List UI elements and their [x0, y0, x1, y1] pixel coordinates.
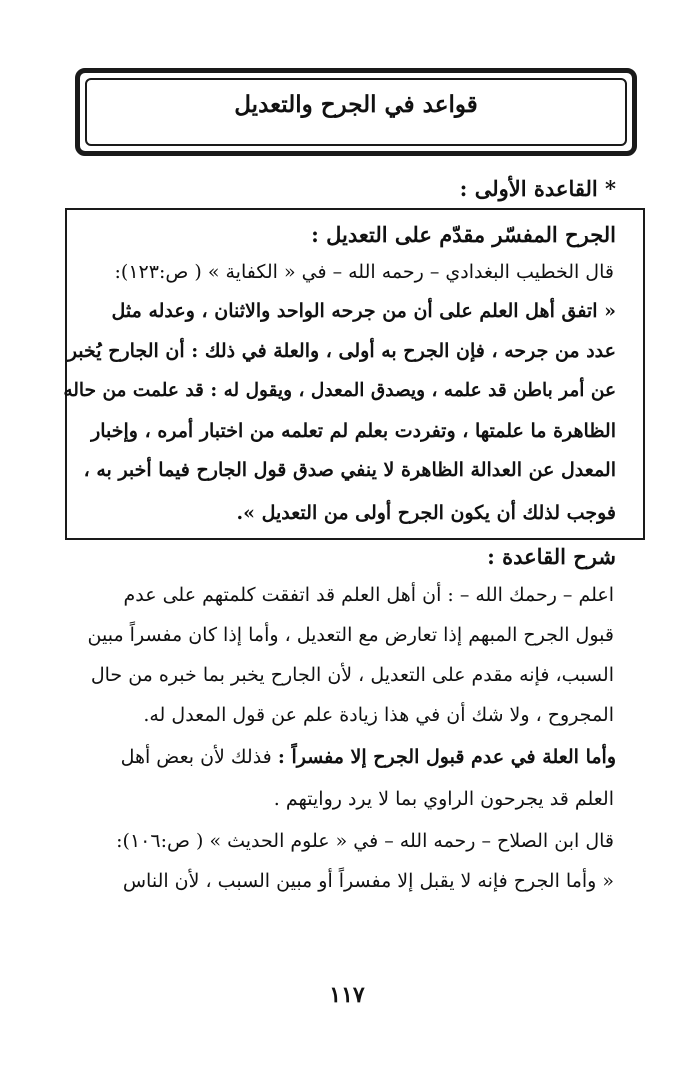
quote-box [65, 208, 645, 540]
bold-phrase: وأما العلة في عدم قبول الجرح إلا مفسراً : [277, 746, 616, 768]
quote-line: « وأما الجرح فإنه لا يقبل إلا مفسراً أو مبين السبب ، لأن الناس [122, 870, 614, 892]
box-title: الجرح المفسّر مقدّم على التعديل : [311, 222, 616, 247]
page-number: ١١٧ [329, 982, 365, 1008]
source-line: قال ابن الصلاح – رحمه الله – في « علوم الحديث » ( ص:١٠٦): [116, 830, 614, 852]
paragraph-line [121, 746, 616, 768]
explanation-heading: شرح القاعدة : [487, 544, 616, 569]
paragraph-line: قبول الجرح المبهم إذا تعارض مع التعديل ، وأما إذا كان مفسراً مبين [87, 624, 614, 646]
quote-line: الظاهرة ما علمتها ، وتفردت بعلم لم تعلمه من اختبار أمره ، وإخبار [91, 420, 616, 442]
quote-line: المعدل عن العدالة الظاهرة لا ينفي صدق قول الجارح فيما أخبر به ، [83, 459, 616, 481]
quote-line: فوجب لذلك أن يكون الجرح أولى من التعديل ». [236, 502, 616, 524]
rule-heading: * القاعدة الأولى : [459, 176, 616, 201]
source-line: قال الخطيب البغدادي – رحمه الله – في « الكفاية » ( ص:١٢٣): [114, 261, 614, 283]
phrase: فذلك لأن بعض أهل [120, 746, 272, 768]
paragraph-line: اعلم – رحمك الله – : أن أهل العلم قد اتفقت كلمتهم على عدم [123, 584, 614, 606]
paragraph-line: المجروح ، ولا شك أن في هذا زيادة علم عن قول المعدل له. [143, 704, 614, 726]
paragraph-line: السبب، فإنه مقدم على التعديل ، لأن الجارح يخبر بما خبره من حال [90, 664, 614, 686]
quote-line: عن أمر باطن قد علمه ، ويصدق المعدل ، ويقول له : قد علمت من حاله [63, 380, 616, 401]
quote-line: عدد من جرحه ، فإن الجرح به أولى ، والعلة في ذلك : أن الجارح يُخبر [67, 340, 616, 362]
page-title: قواعد في الجرح والتعديل [234, 91, 478, 118]
paragraph-line: العلم قد يجرحون الراوي بما لا يرد روايتهم . [273, 788, 614, 810]
title-frame [75, 68, 637, 156]
quote-line: « اتفق أهل العلم على أن من جرحه الواحد والاثنان ، وعدله مثل [111, 300, 616, 322]
